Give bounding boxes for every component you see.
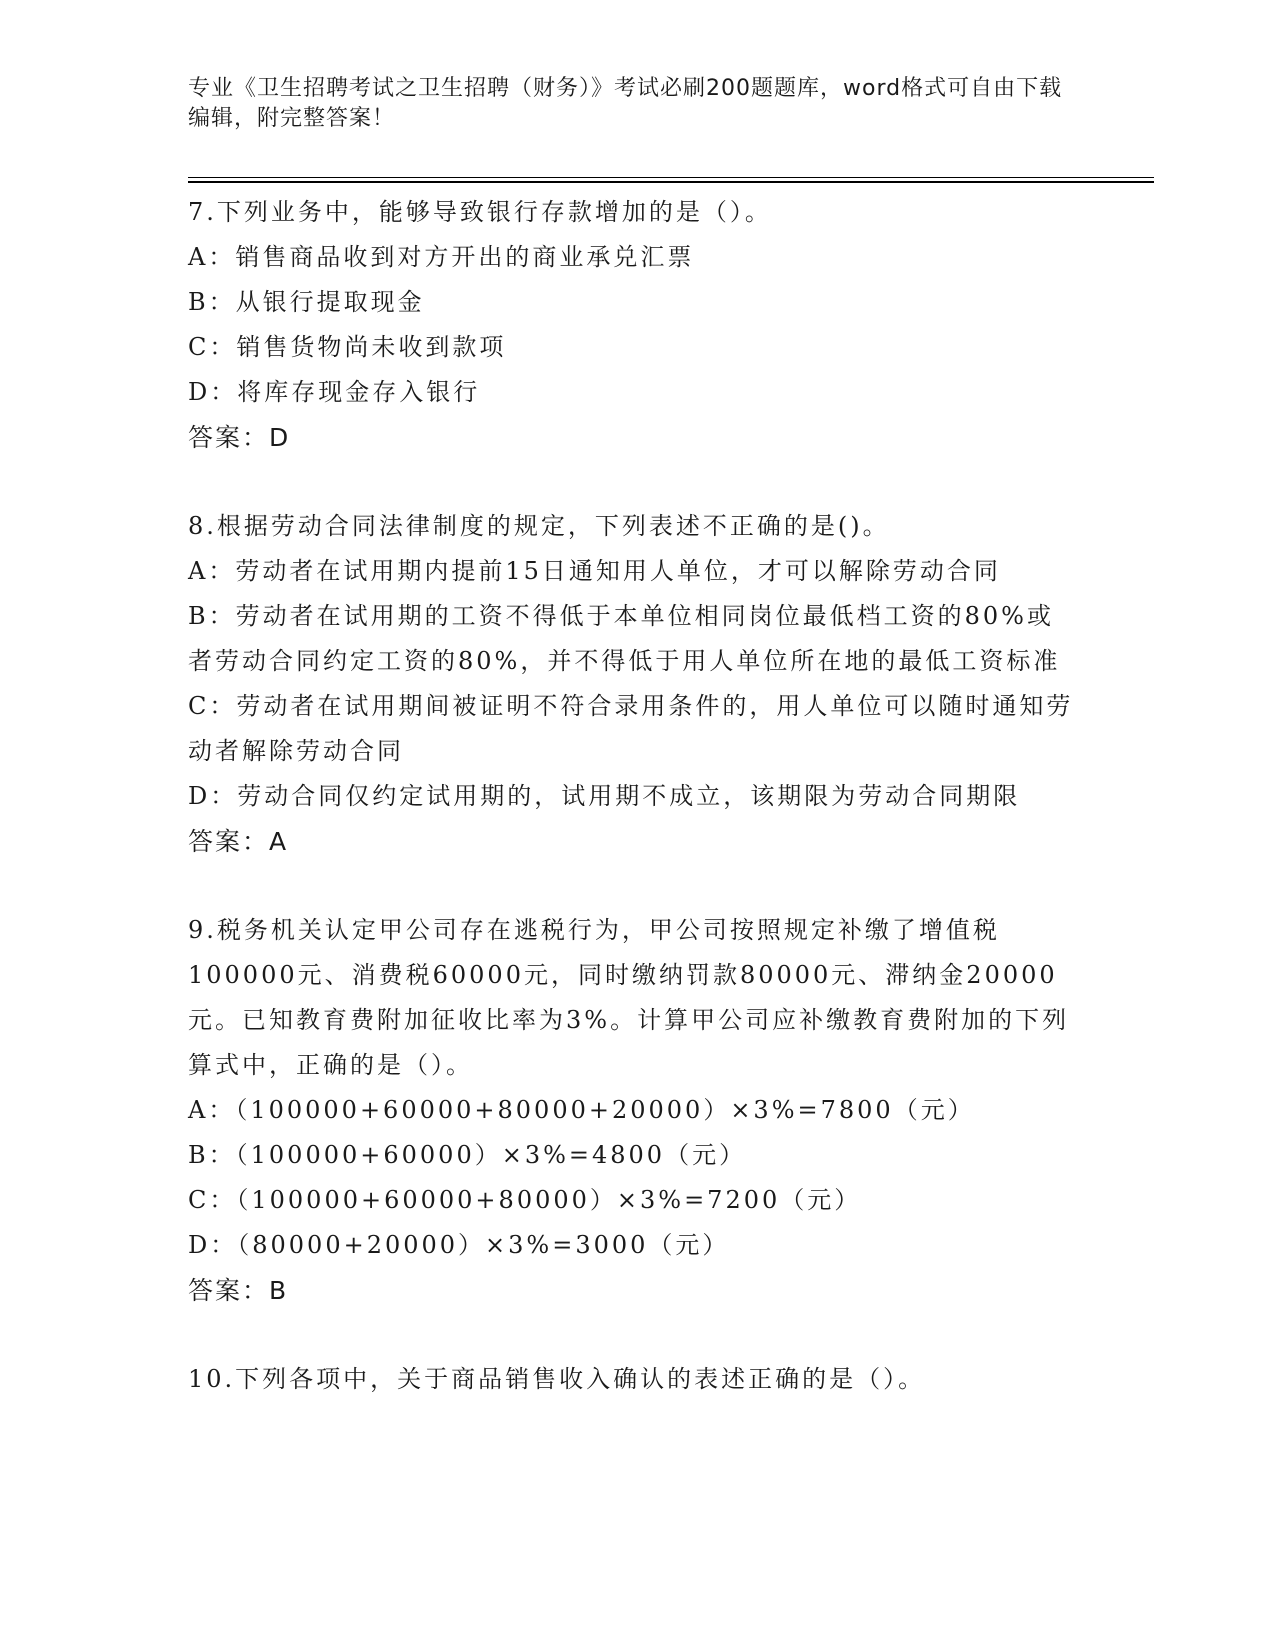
answer-label: 答案：D <box>188 423 291 452</box>
question-stem: 9.税务机关认定甲公司存在逃税行为，甲公司按照规定补缴了增值税100000元、消费税60000元，同时缴纳罚款80000元、滞纳金20000元。已知教育费附加征收比率为3%。计算甲公司应补缴教育费附加的下列算式中，正确的是（）。 <box>188 916 1070 1079</box>
question-stem: 10.下列各项中，关于商品销售收入确认的表述正确的是（）。 <box>188 1365 926 1393</box>
option-b: B：（100000+60000）×3%=4800（元） <box>188 1141 747 1169</box>
option-d: D：将库存现金存入银行 <box>188 378 481 406</box>
question-9 <box>188 908 1088 1313</box>
question-10 <box>188 1357 1088 1402</box>
question-list <box>188 190 1088 1446</box>
option-c: C：（100000+60000+80000）×3%=7200（元） <box>188 1186 862 1214</box>
answer-label: 答案：A <box>188 827 289 856</box>
question-stem: 8.根据劳动合同法律制度的规定，下列表述不正确的是()。 <box>188 512 890 540</box>
option-d: D：劳动合同仅约定试用期的，试用期不成立，该期限为劳动合同期限 <box>188 782 1021 810</box>
option-c: C：劳动者在试用期间被证明不符合录用条件的，用人单位可以随时通知劳动者解除劳动合同 <box>188 692 1074 765</box>
option-a: A：（100000+60000+80000+20000）×3%=7800（元） <box>188 1096 975 1124</box>
option-a: A：销售商品收到对方开出的商业承兑汇票 <box>188 243 695 271</box>
option-a: A：劳动者在试用期内提前15日通知用人单位，才可以解除劳动合同 <box>188 557 1001 585</box>
header-divider <box>188 177 1154 178</box>
header-divider-thick <box>188 181 1154 183</box>
option-c: C：销售货物尚未收到款项 <box>188 333 507 361</box>
answer-label: 答案：B <box>188 1276 289 1305</box>
question-stem: 7.下列业务中，能够导致银行存款增加的是（）。 <box>188 198 772 226</box>
option-b: B：从银行提取现金 <box>188 288 425 316</box>
question-8 <box>188 504 1088 864</box>
question-7 <box>188 190 1088 460</box>
option-b: B：劳动者在试用期的工资不得低于本单位相同岗位最低档工资的80%或者劳动合同约定工资的80%，并不得低于用人单位所在地的最低工资标准 <box>188 602 1061 675</box>
document-header: 专业《卫生招聘考试之卫生招聘（财务）》考试必刷200题题库，word格式可自由下载编辑，附完整答案！ <box>188 76 1063 131</box>
option-d: D：（80000+20000）×3%=3000（元） <box>188 1231 730 1259</box>
